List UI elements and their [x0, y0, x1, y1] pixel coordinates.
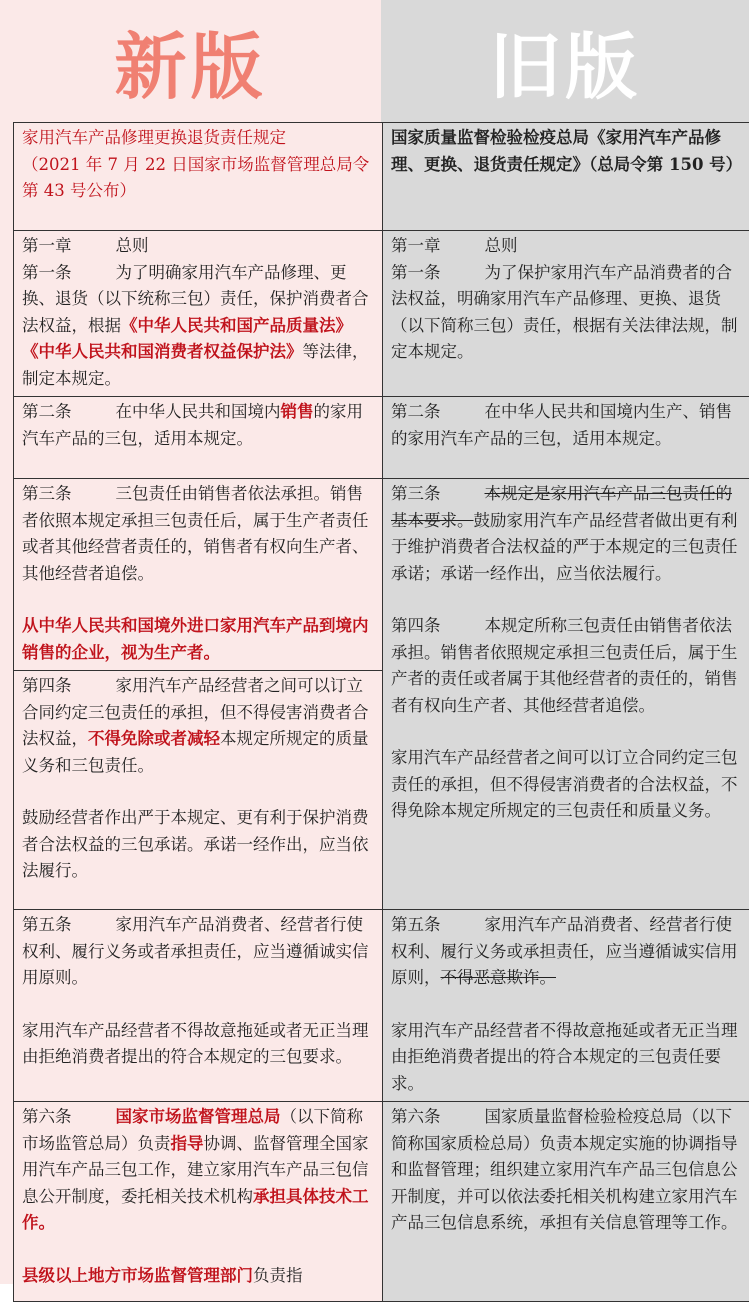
text-run: 《中华人民共和国产品质量法》《中华人民共和国消费者权益保护法》 [22, 316, 352, 362]
paragraph-gap [391, 992, 745, 1018]
paragraph [22, 399, 376, 452]
text-run: 第二条 [391, 402, 441, 421]
text-run: 家用汽车产品经营者不得故意拖延或者无正当理由拒绝消费者提出的符合本规定的三包要求。 [22, 1021, 369, 1067]
new-version-cell [14, 910, 383, 1102]
text-run: 本规定所规定的质量义务和三包责任。 [22, 729, 369, 775]
text-run: 在中华人民共和国境内生产、销售的家用汽车产品的三包，适用本规定。 [391, 402, 732, 448]
text-run: 为了保护家用汽车产品消费者的合法权益，明确家用汽车产品修理、更换、退货（以下简称三包）责任，根据有关法律法规，制定本规定。 [391, 263, 738, 362]
old-version-cell [383, 123, 749, 231]
paragraph [22, 673, 376, 779]
text-run: 第一章 [22, 236, 72, 255]
paragraph-gap [22, 1237, 376, 1263]
paragraph [22, 1018, 376, 1071]
old-version-cell [383, 397, 749, 479]
text-run: （2021 年 7 月 22 日国家市场监督管理总局令第 43 号公布） [22, 155, 369, 201]
comparison-row [14, 123, 749, 231]
paragraph [391, 125, 745, 178]
text-run: 鼓励经营者作出严于本规定、更有利于保护消费者合法权益的三包承诺。承诺一经作出，应当依法履行。 [22, 808, 369, 880]
comparison-row [14, 397, 749, 479]
paragraph [22, 125, 376, 152]
new-version-cell [14, 1102, 383, 1302]
text-run: 鼓励家用汽车产品经营者做出更有利于维护消费者合法权益的严于本规定的三包责任承诺；承诺一经作出，应当依法履行。 [391, 511, 738, 583]
comparison-row [14, 1102, 749, 1302]
text-run: 本规定所称三包责任由销售者依法承担。销售者依照规定承担三包责任后，属于生产者的责任或者属于其他经营者的责任的，销售者有权向生产者、其他经营者追偿。 [391, 616, 738, 715]
text-run: 第一章 [391, 236, 441, 255]
text-run: 国家质量监督检验检疫总局《家用汽车产品修理、更换、退货责任规定》（总局令第 150 号） [391, 128, 742, 174]
comparison-row [14, 231, 749, 397]
paragraph [22, 912, 376, 992]
old-version-cell [383, 1102, 749, 1302]
text-run: 县级以上地方市场监督管理部门 [22, 1266, 253, 1285]
paragraph [22, 152, 376, 205]
new-version-cell [14, 479, 383, 671]
paragraph-gap [391, 587, 745, 613]
paragraph-gap [391, 719, 745, 745]
text-run: （以下简称市场监管总局）负责 [22, 1107, 363, 1153]
text-run: 第二条 [22, 402, 72, 421]
text-run: 协调、监督管理全国家用汽车产品三包工作，建立家用汽车产品三包信息公开制度，委托相关技术机构 [22, 1134, 369, 1206]
text-run: 家用汽车产品经营者不得故意拖延或者无正当理由拒绝消费者提出的符合本规定的三包责任要求。 [391, 1021, 738, 1093]
comparison-table [13, 122, 749, 1302]
text-run: 国家质量监督检验检疫总局（以下简称国家质检总局）负责本规定实施的协调指导和监督管理；组织建立家用汽车产品三包信息公开制度，并可以依法委托相关机构建立家用汽车产品三包信息系统，承担有关信息管理等工作。 [391, 1107, 738, 1232]
paragraph [22, 233, 376, 260]
text-run: 第三条 [391, 484, 441, 503]
text-run: 第四条 [22, 676, 72, 695]
text-run: 不得恶意欺诈。 [441, 968, 557, 987]
paragraph-gap [22, 779, 376, 805]
text-run: 等法律，制定本规定。 [22, 342, 369, 388]
text-run: 第六条 [22, 1107, 72, 1126]
paragraph [391, 613, 745, 719]
text-run: 承担具体技术工作。 [22, 1187, 369, 1233]
text-run: 指导 [171, 1134, 204, 1153]
old-version-cell [383, 479, 749, 910]
paragraph-gap [22, 587, 376, 613]
text-run: 第六条 [391, 1107, 441, 1126]
text-run: 家用汽车产品消费者、经营者行使权利、履行义务或者承担责任，应当遵循诚实信用原则。 [22, 915, 369, 987]
text-run: 第五条 [391, 915, 441, 934]
paragraph [391, 399, 745, 452]
text-run: 在中华人民共和国境内 [116, 402, 281, 421]
paragraph [391, 481, 745, 587]
paragraph [22, 481, 376, 587]
text-run: 销售 [281, 402, 314, 421]
new-version-cell [14, 397, 383, 479]
paragraph [391, 260, 745, 366]
text-run: 家用汽车产品修理更换退货责任规定 [22, 128, 286, 147]
text-run: 三包责任由销售者依法承担。销售者依照本规定承担三包责任后，属于生产者责任或者其他经营者责任的，销售者有权向生产者、其他经营者追偿。 [22, 484, 369, 583]
text-run: 本规定是家用汽车产品三包责任的基本要求。 [391, 484, 732, 530]
text-run: 为了明确家用汽车产品修理、更换、退货（以下统称三包）责任，保护消费者合法权益，根据 [22, 263, 369, 335]
text-run: 第一条 [22, 263, 72, 282]
paragraph [391, 1104, 745, 1237]
text-run: 总则 [485, 236, 518, 255]
text-run: 第五条 [22, 915, 72, 934]
text-run: 家用汽车产品消费者、经营者行使权利、履行义务或承担责任，应当遵循诚实信用原则， [391, 915, 738, 987]
comparison-row [14, 479, 749, 671]
text-run: 第一条 [391, 263, 441, 282]
paragraph [22, 1104, 376, 1237]
text-run: 的家用汽车产品的三包，适用本规定。 [22, 402, 363, 448]
paragraph [391, 233, 745, 260]
old-version-cell [383, 910, 749, 1102]
text-run: 家用汽车产品经营者之间可以订立合同约定三包责任的承担，但不得侵害消费者合法权益， [22, 676, 369, 748]
text-run: 国家市场监督管理总局 [116, 1107, 281, 1126]
new-version-cell [14, 671, 383, 910]
comparison-row [14, 910, 749, 1102]
text-run: 第四条 [391, 616, 441, 635]
paragraph [391, 1018, 745, 1098]
paragraph [22, 805, 376, 885]
paragraph [22, 613, 376, 666]
text-run: 不得免除或者减轻 [88, 729, 220, 748]
old-version-cell [383, 231, 749, 397]
new-version-cell [14, 123, 383, 231]
text-run: 第三条 [22, 484, 72, 503]
new-version-cell [14, 231, 383, 397]
paragraph-gap [22, 992, 376, 1018]
text-run: 总则 [116, 236, 149, 255]
new-version-banner: 新版 [0, 0, 381, 122]
old-version-banner: 旧版 [381, 0, 749, 122]
text-run: 家用汽车产品经营者之间可以订立合同约定三包责任的承担，但不得侵害消费者的合法权益，不得免除本规定所规定的三包责任和质量义务。 [391, 748, 738, 820]
paragraph [391, 912, 745, 992]
paragraph [391, 745, 745, 825]
text-run: 从中华人民共和国境外进口家用汽车产品到境内销售的企业，视为生产者。 [22, 616, 369, 662]
text-run: 负责指 [253, 1266, 303, 1285]
paragraph [22, 260, 376, 393]
paragraph [22, 1263, 376, 1290]
